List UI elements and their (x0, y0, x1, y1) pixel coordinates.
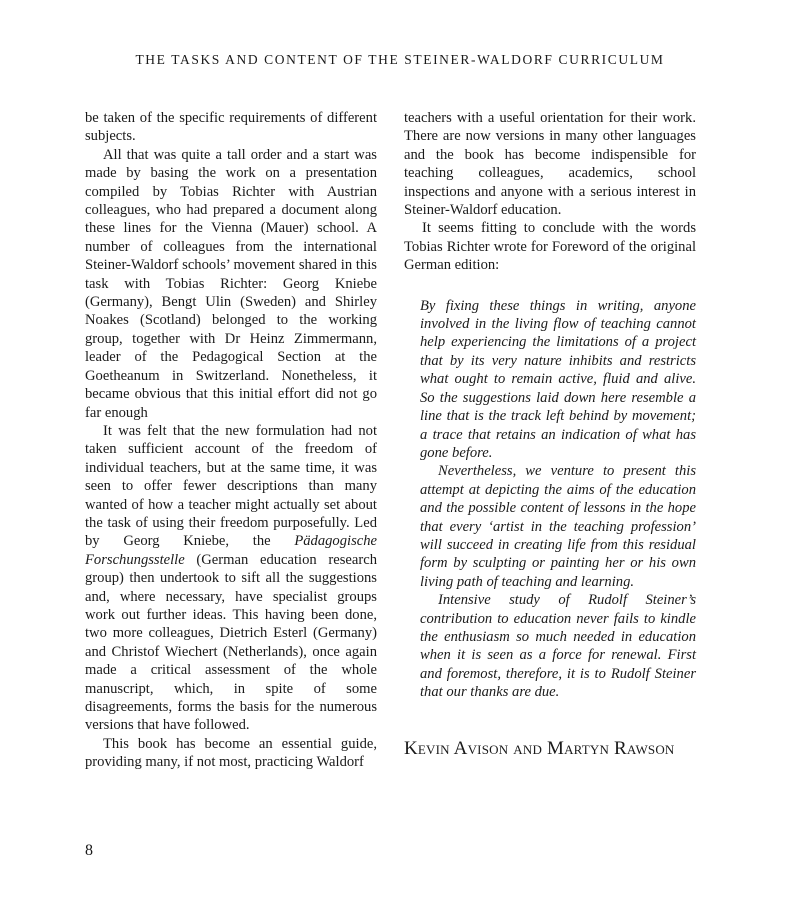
paragraph (85, 422, 377, 735)
paragraph: teachers with a useful orientation for their work. There are now versions in many other languages and the book has become indispensible for teaching colleagues, academics, school inspections and anyone with a serious interest in Steiner-Waldorf education. (404, 110, 696, 219)
page-number: 8 (85, 842, 93, 859)
block-quote (420, 297, 696, 702)
quote-paragraph: By fixing these things in writing, anyone involved in the living flow of teaching cannot help experiencing the limitations of a project that by its very nature inhibits and restricts what ought to remain active, fluid and alive. So the suggestions laid down here resemble a line that is the track left behind by movement; a trace that retains an indication of what has gone before. (420, 297, 696, 461)
paragraph: be taken of the specific requirements of different subjects. (85, 110, 377, 145)
left-column (85, 109, 377, 772)
paragraph: It seems fitting to conclude with the words Tobias Richter wrote for Foreword of the original German edition: (404, 220, 696, 274)
running-head: THE TASKS AND CONTENT OF THE STEINER-WALDORF CURRICULUM (135, 52, 665, 67)
quote-paragraph: Nevertheless, we venture to present this attempt at depicting the aims of the education and the possible content of lessons in the hope that every ‘artist in the teaching profession’ will succeed in creating life from this residual form by sculpting or painting her or his own living path of teaching and learning. (420, 463, 696, 590)
right-column (404, 109, 696, 758)
text-run: It was felt that the new formulation had not taken sufficient account of the freedom of individual teachers, but at the same time, it was seen to offer fewer descriptions than many wanted of how a teacher might actually set about the task of using their freedom purposefully. Led by Georg Kniebe, the (85, 422, 377, 550)
italic-term: Pädagogische Forschungsstelle (85, 533, 377, 568)
signature: Kevin Avison and Martyn Rawson (404, 737, 675, 759)
paragraph: This book has become an essential guide, providing many, if not most, practicing Waldorf (85, 735, 377, 771)
paragraph: All that was quite a tall order and a start was made by basing the work on a presentation compiled by Tobias Richter with Austrian colleagues, who had prepared a document along these lines for the Vienna (Mauer) school. A number of colleagues from the international Steiner-Waldorf schools’ movement shared in this task with Tobias Richter: Georg Kniebe (Germany), Bengt Ulin (Sweden) and Shirley Noakes (Scotland) belonged to the working group, together with Dr Heinz Zimmermann, leader of the Pedagogical Section at the Goetheanum in Switzerland. Nonetheless, it became obvious that this initial effort did not go far enough (85, 146, 377, 421)
quote-paragraph: Intensive study of Rudolf Steiner’s contribution to education never fails to kindle the enthusiasm so much needed in education when it is seen as a force for renewal. First and foremost, therefore, it is to Rudolf Steiner that our thanks are due. (420, 592, 696, 701)
text-run: (German education research group) then undertook to sift all the suggestions and, where necessary, have specialist groups work out further ideas. This having been done, two more colleagues, Dietrich Esterl (Germany) and Christof Wiechert (Netherlands), once again made a critical assessment of the whole manuscript, which, in spite of some disagreements, forms the basis for the numerous versions that have followed. (85, 551, 377, 734)
